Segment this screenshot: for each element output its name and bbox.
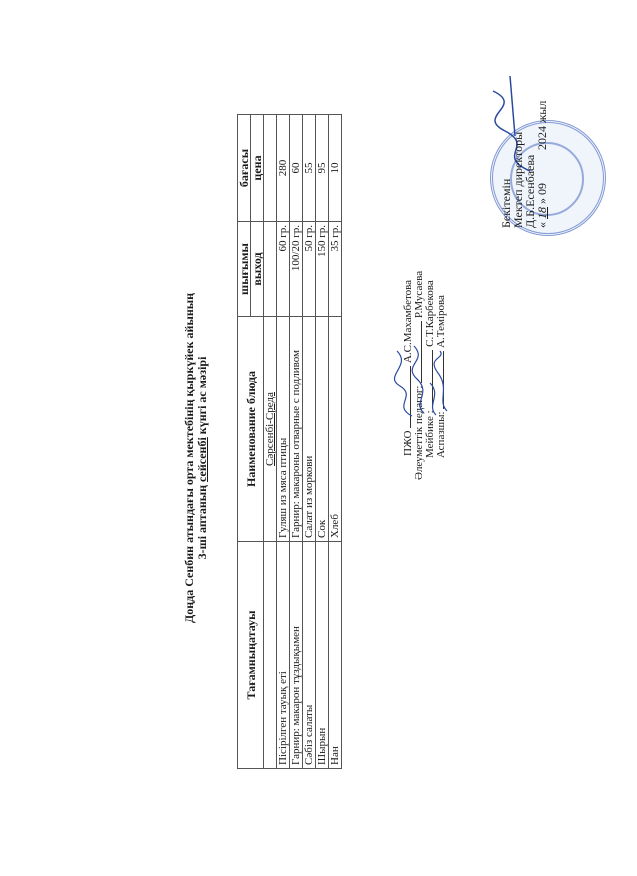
- approval-line1: Бекітемін: [499, 178, 513, 228]
- day-row: [264, 115, 277, 769]
- document-title: Доңда Сенбин атындағы орта мектебінің қыркүйек айының: [182, 292, 196, 624]
- signature-row-social: Әлеуметтік педагог: Р.Мусаева: [413, 270, 425, 480]
- header-price-ru: цена: [251, 115, 264, 222]
- approval-block: [500, 101, 548, 228]
- table-row: Шырын Сок 150 гр. 95: [316, 115, 329, 769]
- day-label: Сәрсенбі-Среда: [264, 317, 277, 542]
- header-yield-kz: шығымы: [238, 222, 251, 317]
- table-row: Сәбіз салаты Салат из моркови 50 гр. 55: [303, 115, 316, 769]
- header-yield-ru: выход: [251, 222, 264, 317]
- menu-table: [237, 114, 342, 769]
- handwritten-signatures: [392, 331, 452, 421]
- table-row: Пісірілген тауық еті Гуляш из мяса птицы 60 гр. 280: [277, 115, 290, 769]
- table-row: Нан Хлеб 35 гр. 10: [329, 115, 342, 769]
- header-kz-name: Тағамныңатауы: [238, 542, 264, 769]
- signature-row-pzho: ПЖО А.С.Махамбетова: [402, 279, 414, 456]
- signature-row-cook: Аспазшы: А.Темірова: [435, 295, 447, 458]
- header-ru-name: Наименование блюда: [238, 317, 264, 542]
- document-subtitle: 3-ші аптаның сейсенбі күнгі ас мәзірі: [195, 356, 209, 560]
- signature-row-nurse: Мейбике : С.Т.Карбекова: [424, 280, 436, 458]
- table-header-row: [238, 115, 251, 769]
- table-row: Гарнир: макарон тұздықымен Гарнир: макароны отварные с подливом 100/20 гр. 60: [290, 115, 303, 769]
- approval-date: « 18 » 09 2024 жыл: [535, 100, 549, 228]
- approval-line3: Д.Б.Есенбаева: [523, 154, 537, 228]
- header-price-kz: бағасы: [238, 115, 251, 222]
- approval-line2: Мектеп директоры: [511, 131, 525, 228]
